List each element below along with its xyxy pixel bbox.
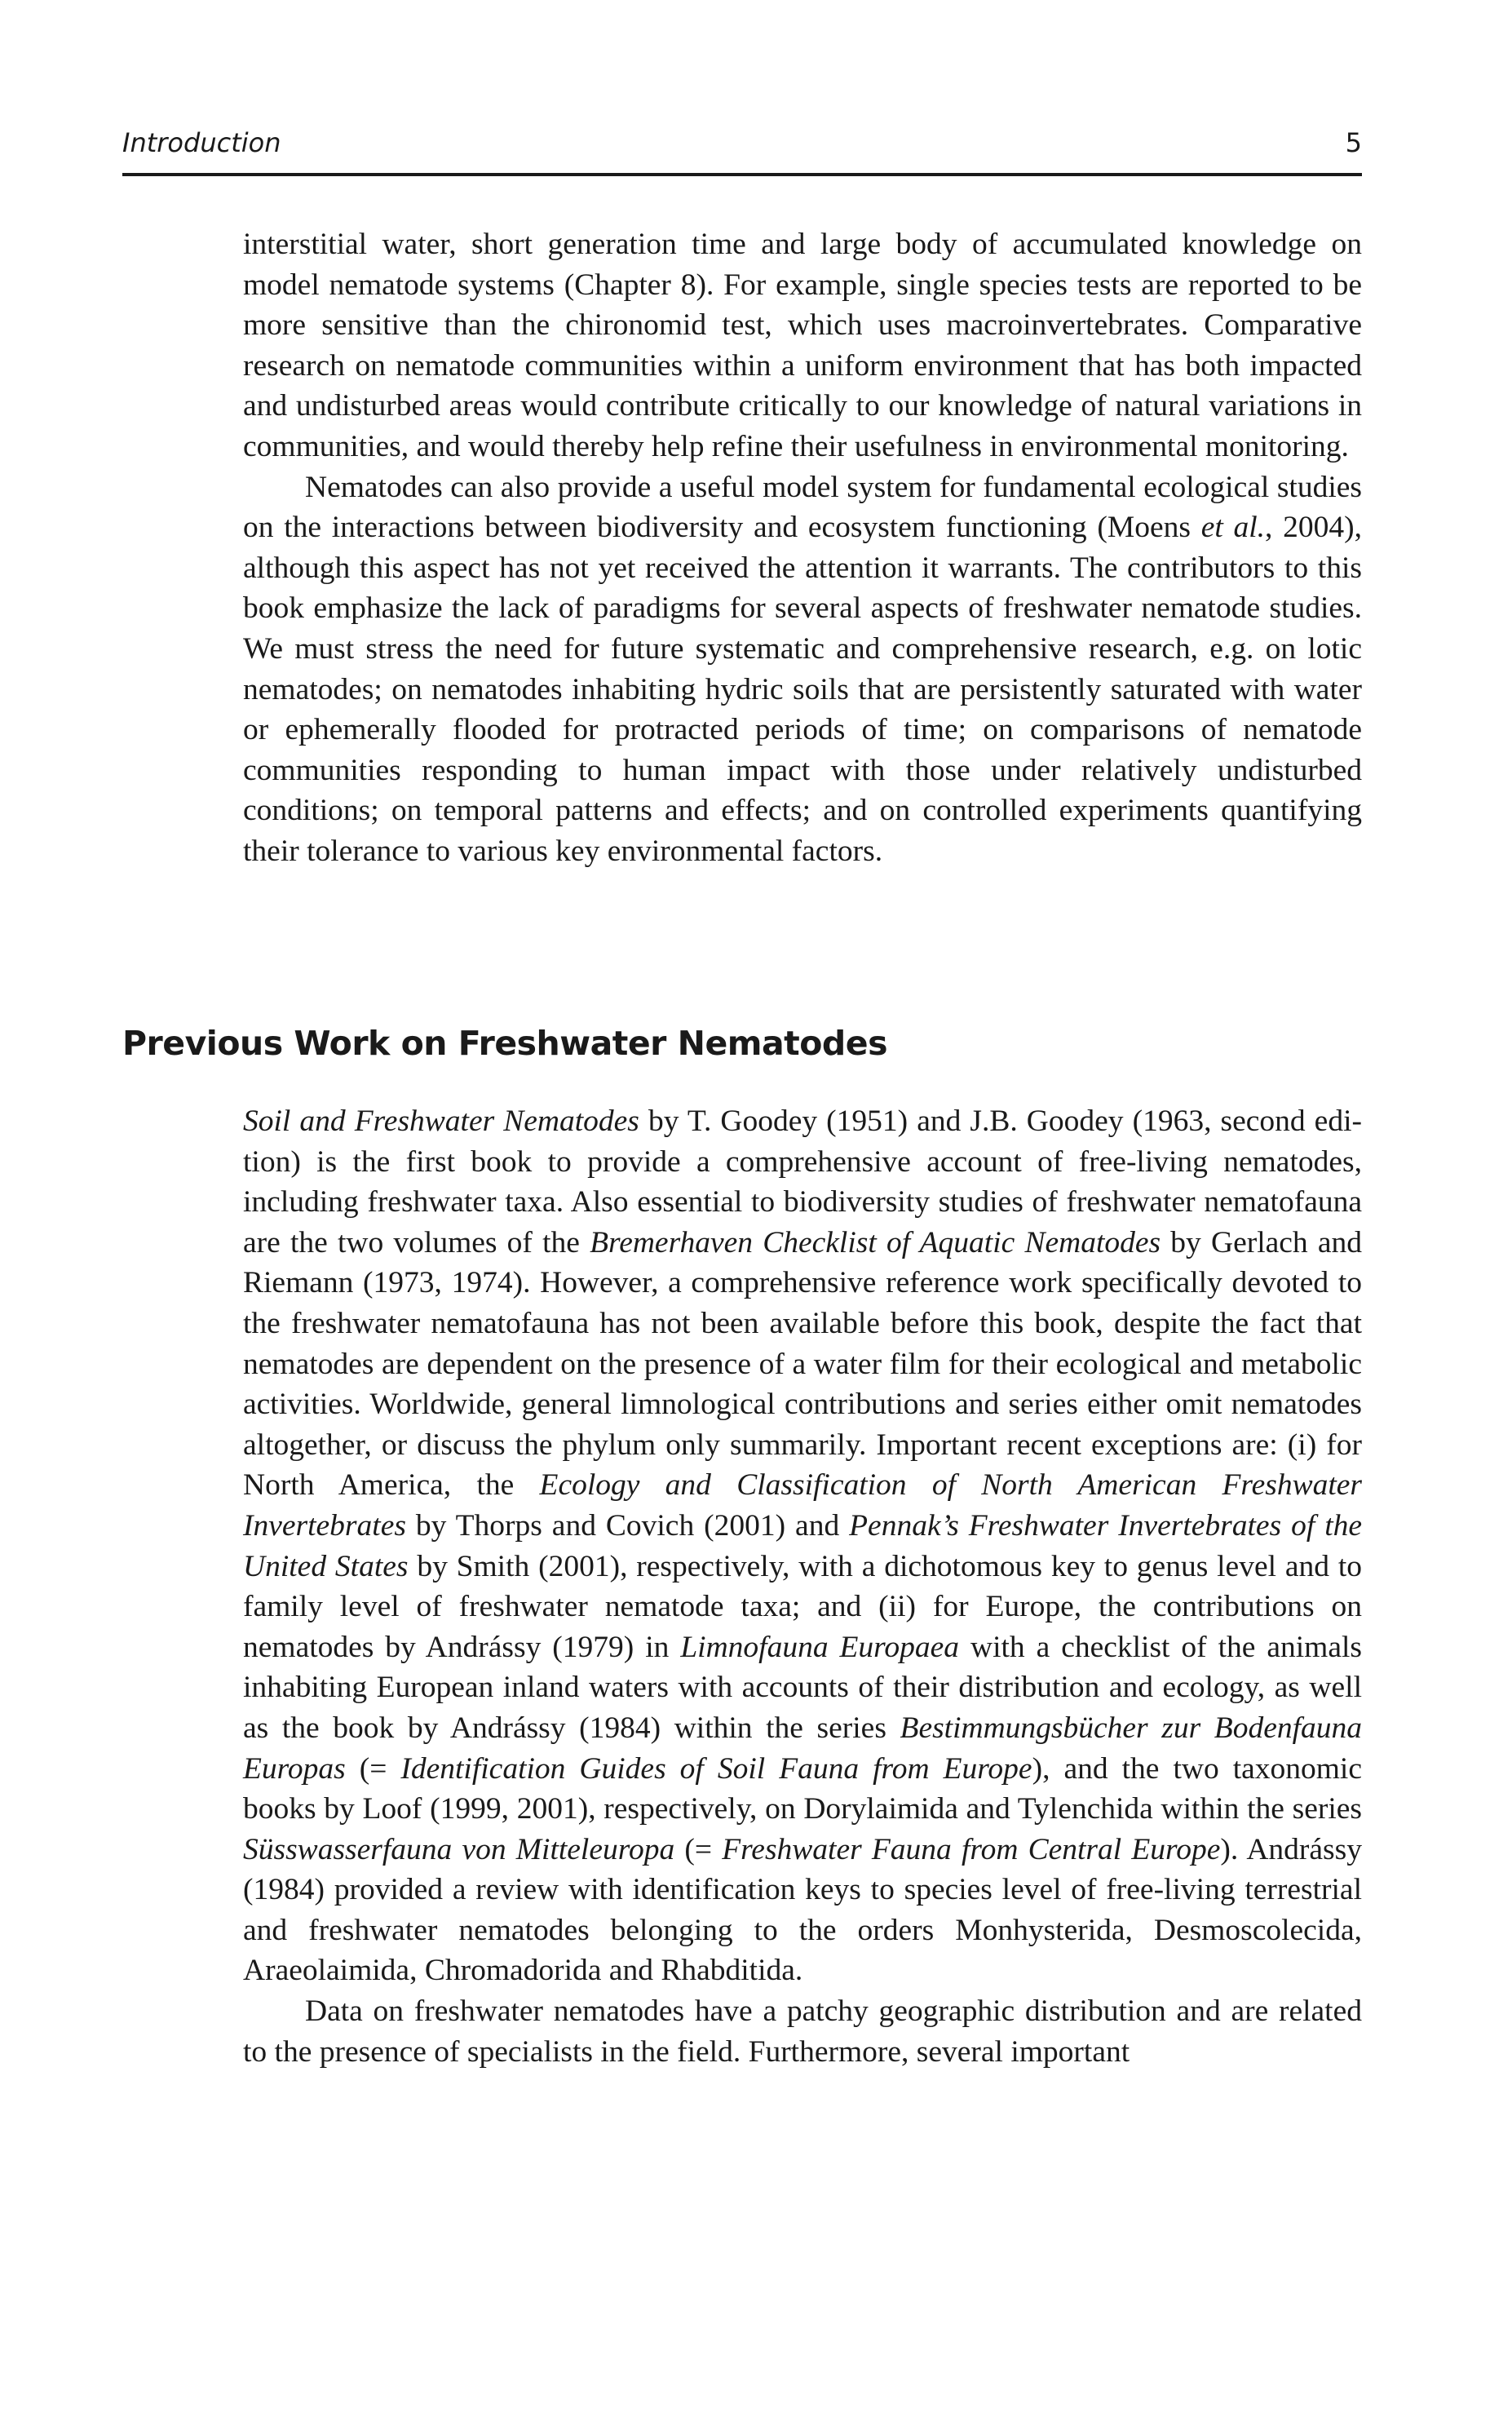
section-intro-text xyxy=(243,224,1362,872)
italic-text: Süsswasserfauna von Mitteleuropa xyxy=(243,1832,675,1866)
text-run: interstitial water, short generation time and large body of accumulated knowledge on model nematode systems (Chapter 8). For example, single species tests are reported to be more sensitive than the chironomid test, which uses macroinvertebrates. Comparative research on nematode communities within a uniform environment that has both impacted and undisturbed areas would contribute critically to our knowledge of natural variations in communities, and would thereby help refine their usefulness in environmental monitoring. xyxy=(243,228,1362,463)
italic-text: Freshwater Fauna from Central Europe xyxy=(722,1832,1221,1866)
page-number: 5 xyxy=(1345,127,1362,158)
text-run: ). Andrássy (1984) provided a review with identification keys to species level of free-living terrestrial and freshwater nematodes belonging to the orders Monhysterida, Desmoscolecida, Araeolaimida, Chromadorida and Rhabditida. xyxy=(243,1832,1362,1988)
text-run: Nematodes can also provide a useful model system for fundamental ecological studies on the interactions between biodiversity and ecosystem functioning (Moens xyxy=(243,470,1362,545)
text-run: (= xyxy=(345,1751,401,1786)
paragraph xyxy=(243,224,1362,467)
text-run: by Smith (2001), respectively, with a dichotomous key to genus level and to family level of freshwater nematode taxa; and (ii) for Europe, the contributions on nematodes by Andrássy (1979) in xyxy=(243,1549,1362,1664)
text-run: Data on freshwater nematodes have a patchy geographic distribution and are related to the presence of specialists in the field. Furthermore, several important xyxy=(243,1994,1362,2069)
italic-text: Bestimmungsbücher zur Bodenfauna Europas xyxy=(243,1711,1363,1786)
italic-text: Limnofauna Europaea xyxy=(680,1630,960,1664)
italic-text: Identification Guides of Soil Fauna from Europe xyxy=(400,1751,1032,1786)
text-run: (= xyxy=(674,1832,723,1866)
paragraph xyxy=(243,1101,1362,1991)
text-run: by Gerlach and Riemann (1973, 1974). However, a comprehensive reference work specifically devoted to the freshwater nematofauna has not been available before this book, despite the fact that nematodes are dependent on the presence of a water film for their ecological and metabolic activities. Worldwide, general limnological contributions and series either omit nematodes altogether, or discuss the phylum only summarily. Important recent exceptions are: (i) for North America, the xyxy=(243,1225,1362,1503)
text-run: by T. Goodey (1951) and J.B. Goodey (1963, second edition) is the first book to provide a comprehensive account of free-living nematodes, including freshwater taxa. Also essential to biodiversity studies of freshwater nematofauna are the two volumes of the xyxy=(243,1104,1362,1259)
paragraph xyxy=(243,467,1362,872)
paragraph xyxy=(243,1991,1362,2072)
text-run: , 2004), although this aspect has not yet received the attention it warrants. The contributors to this book emphasize the lack of paradigms for several aspects of freshwater nematode studies. We must stress the need for future systematic and comprehensive research, e.g. on lotic nematodes; on nematodes inhabiting hydric soils that are persistently saturated with water or ephemerally flooded for protracted periods of time; on comparisons of nematode communities responding to human impact with those under relatively undisturbed conditions; on temporal patterns and effects; and on controlled experiments quantifying their tolerance to various key environmental factors. xyxy=(243,511,1362,868)
section-previous-work-text xyxy=(243,1101,1362,2072)
italic-text: et al. xyxy=(1200,511,1266,545)
running-title: Introduction xyxy=(122,127,281,158)
text-run: by Thorps and Covich (2001) and xyxy=(405,1508,850,1543)
italic-text: Bremerhaven Checklist of Aquatic Nematodes xyxy=(590,1225,1161,1259)
section-heading: Previous Work on Freshwater Nematodes xyxy=(122,1024,887,1063)
italic-text: Ecology and Classification of North American Freshwater Invertebrates xyxy=(243,1468,1362,1543)
italic-text: Soil and Freshwater Nematodes xyxy=(243,1104,639,1138)
running-head xyxy=(122,122,1362,176)
text-run: with a checklist of the animals inhabiting European inland waters with accounts of their distribution and ecology, as well as the book by Andrássy (1984) within the series xyxy=(243,1630,1362,1745)
text-run: ), and the two taxonomic books by Loof (1999, 2001), respectively, on Dorylaimida and Tylenchida within the series xyxy=(243,1751,1363,1826)
italic-text: Pennak’s Freshwater Invertebrates of the United States xyxy=(243,1508,1363,1583)
